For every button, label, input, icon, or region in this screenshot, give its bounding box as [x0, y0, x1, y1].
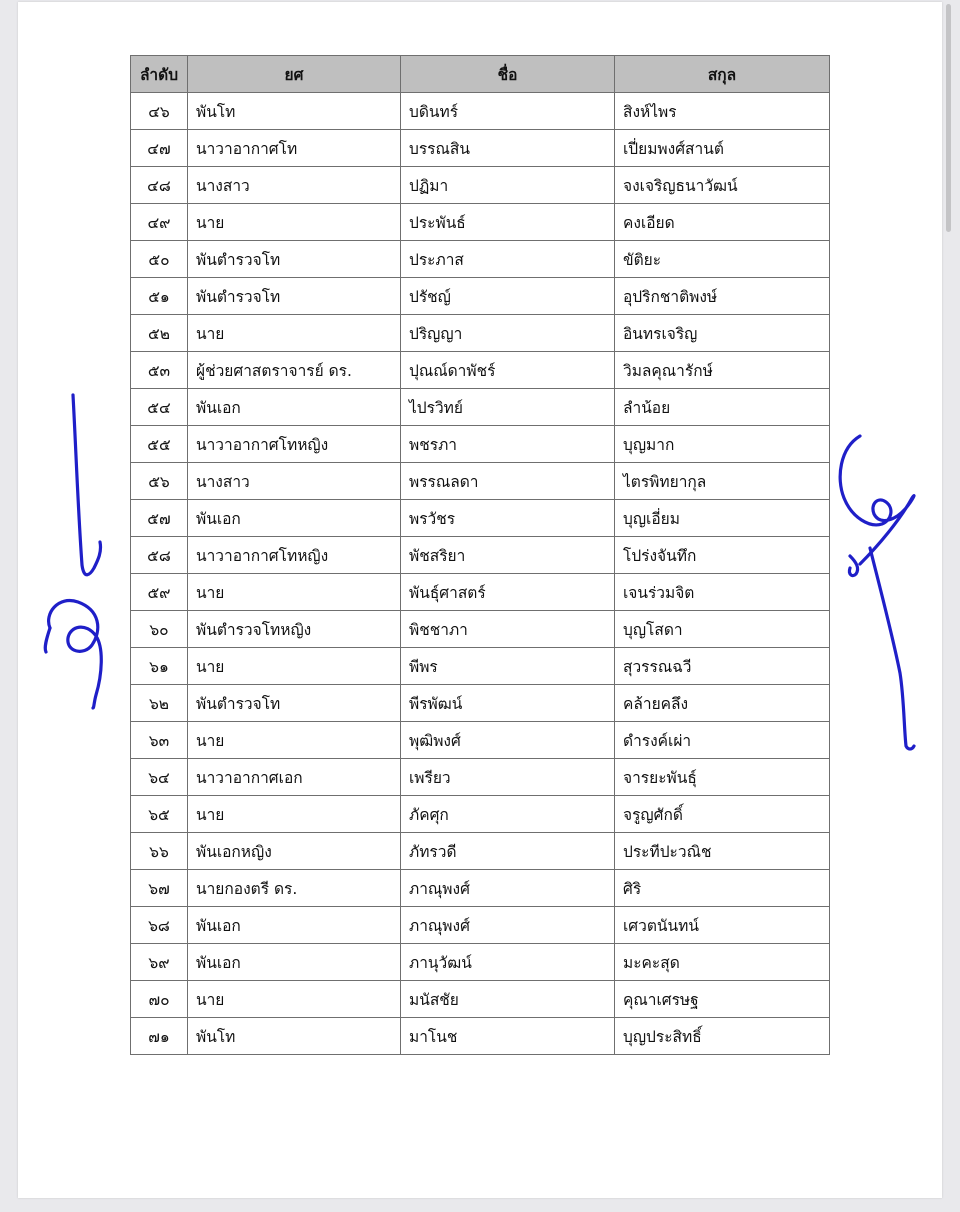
- row-first-name: ภัคศุก: [401, 796, 615, 833]
- table-row: [131, 722, 830, 759]
- table-row: [131, 426, 830, 463]
- row-rank: นาวาอากาศเอก: [188, 759, 401, 796]
- row-surname: อุปริกชาติพงษ์: [615, 278, 830, 315]
- row-surname: วิมลคุณารักษ์: [615, 352, 830, 389]
- row-surname: จงเจริญธนาวัฒน์: [615, 167, 830, 204]
- row-order: ๖๘: [131, 907, 188, 944]
- row-rank: นาย: [188, 315, 401, 352]
- row-rank: พันตำรวจโทหญิง: [188, 611, 401, 648]
- row-surname: เปี่ยมพงศ์สานต์: [615, 130, 830, 167]
- table-row: [131, 167, 830, 204]
- table-row: [131, 759, 830, 796]
- row-order: ๗๐: [131, 981, 188, 1018]
- row-rank: ผู้ช่วยศาสตราจารย์ ดร.: [188, 352, 401, 389]
- row-rank: นางสาว: [188, 167, 401, 204]
- row-surname: จรูญศักดิ์: [615, 796, 830, 833]
- row-first-name: ปุณณ์ดาพัชร์: [401, 352, 615, 389]
- row-surname: ลำน้อย: [615, 389, 830, 426]
- handwritten-signature-right: [830, 428, 930, 758]
- row-order: ๖๒: [131, 685, 188, 722]
- row-rank: นาย: [188, 648, 401, 685]
- row-first-name: เพรียว: [401, 759, 615, 796]
- table-row: [131, 648, 830, 685]
- row-order: ๖๕: [131, 796, 188, 833]
- row-first-name: มนัสชัย: [401, 981, 615, 1018]
- row-first-name: ปรัชญ์: [401, 278, 615, 315]
- row-first-name: พันธุ์ศาสตร์: [401, 574, 615, 611]
- scrollbar[interactable]: [946, 4, 951, 232]
- table-row: [131, 981, 830, 1018]
- row-first-name: พชรภา: [401, 426, 615, 463]
- row-rank: พันเอก: [188, 500, 401, 537]
- row-order: ๔๙: [131, 204, 188, 241]
- row-first-name: พรรณลดา: [401, 463, 615, 500]
- row-surname: เศวตนันทน์: [615, 907, 830, 944]
- row-surname: ประทีปะวณิช: [615, 833, 830, 870]
- row-first-name: ภาณุพงศ์: [401, 907, 615, 944]
- row-order: ๖๓: [131, 722, 188, 759]
- row-surname: จารยะพันธุ์: [615, 759, 830, 796]
- row-rank: นายกองตรี ดร.: [188, 870, 401, 907]
- row-surname: ไตรพิทยากุล: [615, 463, 830, 500]
- table-row: [131, 278, 830, 315]
- row-surname: บุญมาก: [615, 426, 830, 463]
- row-first-name: พุฒิพงศ์: [401, 722, 615, 759]
- row-order: ๖๗: [131, 870, 188, 907]
- header-order: ลำดับ: [131, 56, 188, 93]
- row-surname: ขัติยะ: [615, 241, 830, 278]
- row-rank: นางสาว: [188, 463, 401, 500]
- row-first-name: ภัทรวดี: [401, 833, 615, 870]
- row-first-name: มาโนช: [401, 1018, 615, 1055]
- row-order: ๕๘: [131, 537, 188, 574]
- row-surname: สิงห์ไพร: [615, 93, 830, 130]
- row-order: ๗๑: [131, 1018, 188, 1055]
- row-first-name: ปริญญา: [401, 315, 615, 352]
- row-surname: คล้ายคลึง: [615, 685, 830, 722]
- table-row: [131, 389, 830, 426]
- row-rank: นาวาอากาศโทหญิง: [188, 426, 401, 463]
- row-surname: มะคะสุด: [615, 944, 830, 981]
- row-rank: พันเอกหญิง: [188, 833, 401, 870]
- table-row: [131, 241, 830, 278]
- row-rank: นาวาอากาศโท: [188, 130, 401, 167]
- header-first-name: ชื่อ: [401, 56, 615, 93]
- row-order: ๖๑: [131, 648, 188, 685]
- row-order: ๕๔: [131, 389, 188, 426]
- row-order: ๖๖: [131, 833, 188, 870]
- table-row: [131, 537, 830, 574]
- table-row: [131, 833, 830, 870]
- row-order: ๕๕: [131, 426, 188, 463]
- row-first-name: ภานุวัฒน์: [401, 944, 615, 981]
- row-first-name: ปฏิมา: [401, 167, 615, 204]
- row-surname: คุณาเศรษฐ: [615, 981, 830, 1018]
- table-row: [131, 870, 830, 907]
- row-surname: บุญเอี่ยม: [615, 500, 830, 537]
- row-rank: นาย: [188, 574, 401, 611]
- row-order: ๖๐: [131, 611, 188, 648]
- row-rank: พันตำรวจโท: [188, 685, 401, 722]
- row-first-name: ภาณุพงศ์: [401, 870, 615, 907]
- table-row: [131, 463, 830, 500]
- table-row: [131, 130, 830, 167]
- header-rank: ยศ: [188, 56, 401, 93]
- row-surname: โปร่งจันทึก: [615, 537, 830, 574]
- row-surname: เจนร่วมจิต: [615, 574, 830, 611]
- table-row: [131, 574, 830, 611]
- row-order: ๖๙: [131, 944, 188, 981]
- row-rank: นาย: [188, 796, 401, 833]
- row-order: ๖๔: [131, 759, 188, 796]
- handwritten-signature-left: [38, 390, 118, 720]
- table-row: [131, 352, 830, 389]
- row-order: ๔๖: [131, 93, 188, 130]
- row-first-name: พีรพัฒน์: [401, 685, 615, 722]
- row-rank: พันตำรวจโท: [188, 278, 401, 315]
- row-order: ๕๑: [131, 278, 188, 315]
- row-first-name: พัชสริยา: [401, 537, 615, 574]
- table-row: [131, 944, 830, 981]
- table-row: [131, 685, 830, 722]
- row-rank: นาย: [188, 722, 401, 759]
- table-row: [131, 93, 830, 130]
- row-rank: นาวาอากาศโทหญิง: [188, 537, 401, 574]
- table-row: [131, 796, 830, 833]
- row-first-name: บดินทร์: [401, 93, 615, 130]
- row-rank: พันตำรวจโท: [188, 241, 401, 278]
- row-first-name: ประภาส: [401, 241, 615, 278]
- row-rank: นาย: [188, 981, 401, 1018]
- table-row: [131, 1018, 830, 1055]
- row-first-name: บรรณสิน: [401, 130, 615, 167]
- row-surname: บุญโสดา: [615, 611, 830, 648]
- row-surname: อินทรเจริญ: [615, 315, 830, 352]
- row-first-name: พิชชาภา: [401, 611, 615, 648]
- row-surname: ดำรงค์เผ่า: [615, 722, 830, 759]
- table-header-row: [131, 56, 830, 93]
- row-surname: คงเอียด: [615, 204, 830, 241]
- table-row: [131, 204, 830, 241]
- row-surname: บุญประสิทธิ์: [615, 1018, 830, 1055]
- row-order: ๔๘: [131, 167, 188, 204]
- table-row: [131, 500, 830, 537]
- roster-table: [130, 55, 830, 1055]
- row-order: ๔๗: [131, 130, 188, 167]
- row-order: ๕๙: [131, 574, 188, 611]
- row-order: ๕๒: [131, 315, 188, 352]
- row-first-name: ไปรวิทย์: [401, 389, 615, 426]
- row-first-name: พีพร: [401, 648, 615, 685]
- table-row: [131, 611, 830, 648]
- row-surname: สุวรรณฉวี: [615, 648, 830, 685]
- row-order: ๕๓: [131, 352, 188, 389]
- header-surname: สกุล: [615, 56, 830, 93]
- row-rank: พันเอก: [188, 389, 401, 426]
- row-first-name: ประพันธ์: [401, 204, 615, 241]
- table-row: [131, 907, 830, 944]
- row-rank: พันโท: [188, 1018, 401, 1055]
- row-surname: ศิริ: [615, 870, 830, 907]
- row-order: ๕๐: [131, 241, 188, 278]
- row-first-name: พรวัชร: [401, 500, 615, 537]
- row-order: ๕๖: [131, 463, 188, 500]
- row-rank: นาย: [188, 204, 401, 241]
- row-rank: พันเอก: [188, 907, 401, 944]
- table-row: [131, 315, 830, 352]
- row-rank: พันโท: [188, 93, 401, 130]
- row-order: ๕๗: [131, 500, 188, 537]
- row-rank: พันเอก: [188, 944, 401, 981]
